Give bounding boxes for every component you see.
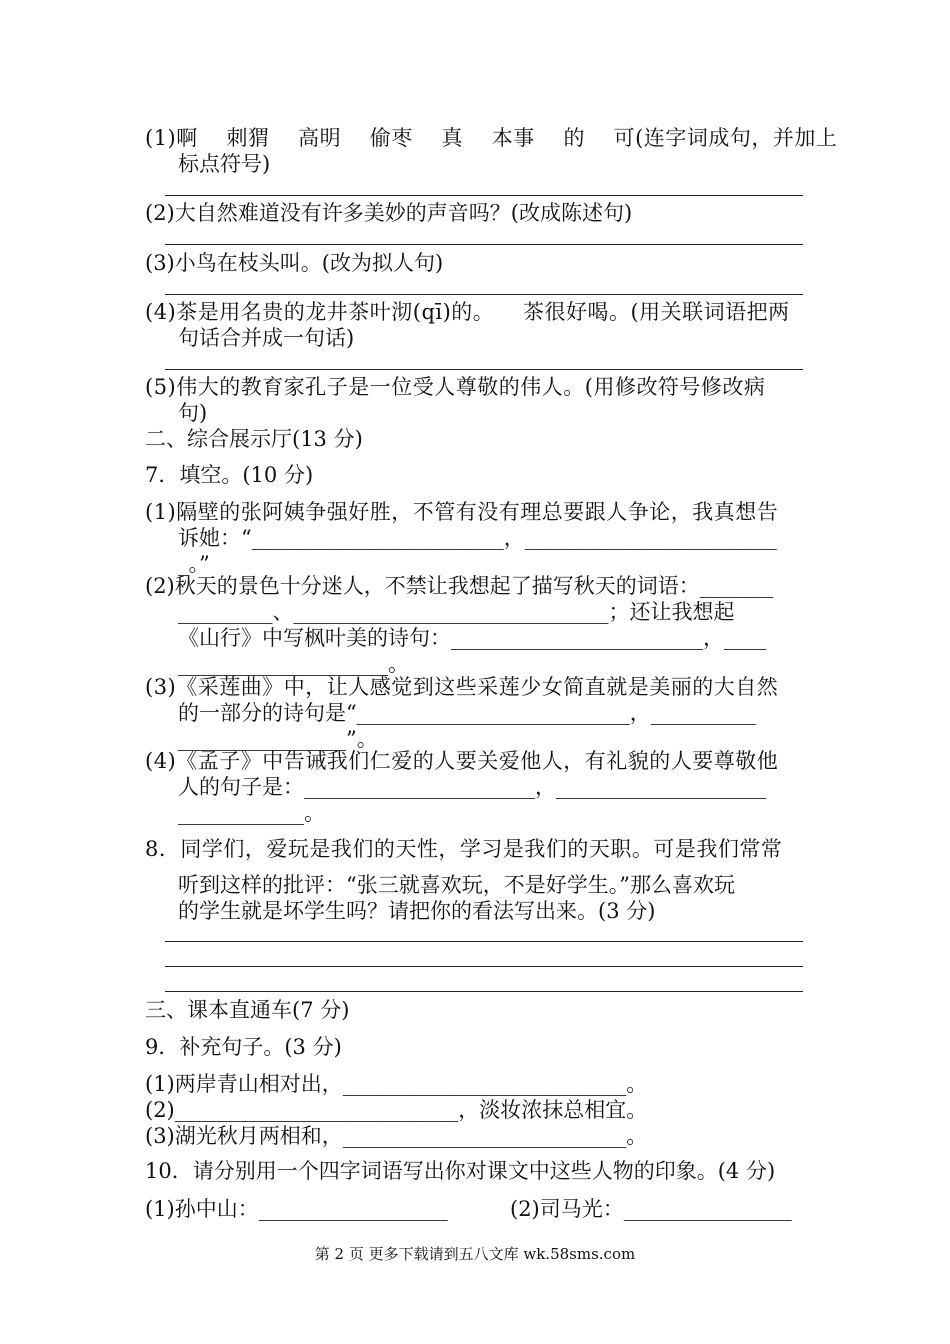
answer-line[interactable] [165,941,803,942]
q6-item-1-line-1: (1)啊 刺猬 高明 偷枣 真 本事 的 可(连字词成句，并加上 [145,126,838,150]
q9-title: 9．补充句子。(3 分) [145,1035,342,1059]
q6-item-5-line-1: (5)伟大的教育家孔子是一位受人尊敬的伟人。(用修改符号修改病 [145,375,766,399]
q6-item-2: (2)大自然难道没有许多美妙的声音吗？(改成陈述句) [145,201,633,225]
q7-item-1-line-1: (1)隔壁的张阿姨争强好胜，不管有没有理总要跟人争论，我真想告 [145,500,779,524]
q10-item-1: (1)孙中山：__________________ [145,1197,448,1221]
page-footer: 第 2 页 更多下载请到五八文库 wk.58sms.com [314,1245,636,1263]
q7-item-3-line-2: 的一部分的诗句是“__________________________，__________ [178,701,756,725]
answer-line[interactable] [165,195,803,196]
answer-line[interactable] [165,244,803,245]
q6-item-5-line-2: 句) [178,401,208,425]
q7-title: 7．填空。(10 分) [145,463,314,487]
section-3-title: 三、课本直通车(7 分) [145,998,350,1022]
q8-line-1: 8．同学们，爱玩是我们的天性，学习是我们的天职。可是我们常常 [145,837,783,861]
section-2-title: 二、综合展示厅(13 分) [145,427,363,451]
q7-item-3-line-1: (3)《采莲曲》中，让人感觉到这些采莲少女简直就是美丽的大自然 [145,675,779,699]
q9-item-3: (3)湖光秋月两相和，___________________________。 [145,1124,648,1148]
q7-item-4-line-2: 人的句子是：______________________，____________________ [178,775,766,799]
q10-item-2: (2)司马光：________________ [510,1197,792,1221]
answer-line[interactable] [165,966,803,967]
q8-line-3: 的学生就是坏学生吗？请把你的看法写出来。(3 分) [178,899,656,923]
q8-line-2: 听到这样的批评：“张三就喜欢玩，不是好学生。”那么喜欢玩 [178,873,735,897]
q10-title: 10．请分别用一个四字词语写出你对课文中这些人物的印象。(4 分) [145,1159,776,1183]
q9-item-1: (1)两岸青山相对出，___________________________。 [145,1072,648,1096]
answer-line[interactable] [165,369,803,370]
answer-line[interactable] [165,991,803,992]
q7-item-4-line-3: ____________。 [178,801,325,825]
q7-item-2-line-3: 《山行》中写枫叶美的诗句：________________________，____ [178,626,766,650]
q7-item-4-line-1: (4)《孟子》中告诫我们仁爱的人要关爱他人，有礼貌的人要尊敬他 [145,749,779,773]
q6-item-1-line-2: 标点符号) [178,152,271,176]
q6-item-3: (3)小鸟在枝头叫。(改为拟人句) [145,251,444,275]
q7-item-1-line-3: _。” [178,552,210,576]
q7-item-2-line-4: ____________________。 [178,652,409,676]
q7-item-1-line-2: 诉她：“________________________，________________________ [178,526,777,550]
q7-item-2-line-2: _________、______________________________；还让我想起 [178,600,735,624]
q7-item-3-line-3: ________________”。 [178,727,378,751]
q7-item-2-line-1: (2)秋天的景色十分迷人，不禁让我想起了描写秋天的词语：_______ [145,574,774,598]
answer-line[interactable] [165,294,803,295]
q6-item-4-line-1: (4)茶是用名贵的龙井茶叶沏(qī)的。 茶很好喝。(用关联词语把两 [145,300,790,324]
q6-item-4-line-2: 句话合并成一句话) [178,326,355,350]
q9-item-2: (2)___________________________，淡妆浓抹总相宜。 [145,1098,648,1122]
